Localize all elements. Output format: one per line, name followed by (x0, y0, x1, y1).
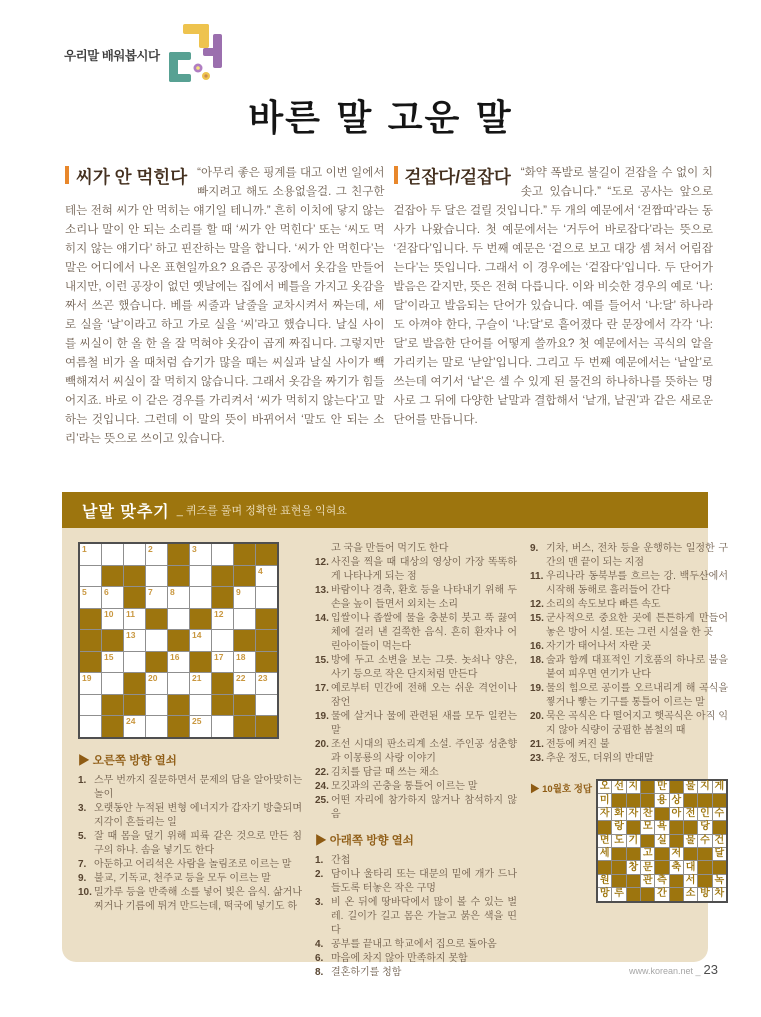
puzzle-cell (168, 608, 190, 630)
clue-item: 23. 추운 정도, 더위의 반대말 (530, 753, 654, 764)
answer-cell: 욕 (655, 821, 669, 834)
answer-cell (612, 794, 626, 807)
answer-cell (655, 861, 669, 874)
puzzle-cell: 24 (124, 716, 146, 738)
answer-cell (597, 861, 612, 874)
puzzle-cell (212, 543, 234, 565)
answer-cell: 자 (626, 807, 640, 820)
clue-item: 22. 김치를 담글 때 쓰는 채소 (315, 767, 439, 778)
answer-cell: 서 (683, 874, 697, 887)
articles-section (65, 164, 713, 449)
clue-item: 2. 담이나 울타리 또는 대문의 밑에 개가 드나들도록 터놓은 작은 구멍 (315, 869, 517, 894)
clue-item: 1. 스무 번까지 질문하면서 문제의 답을 알아맞히는 놀이 (78, 774, 302, 800)
answer-cell (683, 794, 697, 807)
answer-cell (669, 821, 683, 834)
puzzle-cell: 17 (212, 651, 234, 673)
puzzle-cell: 8 (168, 587, 190, 609)
clue-item: 20. 조선 시대의 판소리계 소설. 주인공 성춘향과 이몽룡의 사랑 이야기 (315, 739, 517, 764)
answer-cell: 루 (612, 888, 626, 902)
puzzle-cell (102, 673, 124, 695)
answer-cell: 만 (655, 780, 669, 794)
puzzle-cell: 2 (146, 543, 168, 565)
puzzle-cell (124, 565, 146, 587)
answer-cell: 당 (698, 821, 712, 834)
answer-cell: 차 (712, 888, 727, 902)
answer-cell: 축 (669, 861, 683, 874)
quiz-column-1 (78, 542, 302, 946)
puzzle-cell (212, 716, 234, 738)
puzzle-cell: 3 (190, 543, 212, 565)
answer-cell: 세 (597, 847, 612, 860)
puzzle-cell (146, 694, 168, 716)
answer-cell: 저 (669, 847, 683, 860)
puzzle-cell (168, 630, 190, 652)
heading-accent-bar (394, 166, 398, 184)
article-right (394, 164, 714, 449)
puzzle-cell (168, 694, 190, 716)
answer-cell: 게 (712, 780, 727, 794)
down-clues-col3 (530, 542, 728, 766)
puzzle-cell (256, 694, 279, 716)
answer-cell: 망 (597, 888, 612, 902)
answer-cell: 달 (712, 847, 727, 860)
puzzle-cell (168, 565, 190, 587)
puzzle-cell (79, 694, 102, 716)
answer-cell (626, 888, 640, 902)
answer-cell (612, 874, 626, 887)
answer-cell: 선 (612, 780, 626, 794)
clue-item: 18. 술과 함께 대표적인 기호품의 하나로 불을 붙여 피우면 연기가 난다 (530, 655, 728, 680)
clue-item: 5. 잘 때 몸을 덮기 위해 피륙 같은 것으로 만든 침구의 하나. 솜을 넣기도 한다 (78, 830, 302, 856)
answer-cell (669, 888, 683, 902)
puzzle-cell (168, 716, 190, 738)
across-clues-col1 (78, 774, 302, 914)
answer-cell: 전 (683, 807, 697, 820)
puzzle-cell (190, 565, 212, 587)
puzzle-cell (256, 587, 279, 609)
answer-cell: 찬 (641, 807, 655, 820)
puzzle-cell (234, 608, 256, 630)
puzzle-cell (256, 608, 279, 630)
article-left (65, 164, 385, 449)
puzzle-cell (190, 694, 212, 716)
answer-cell (597, 821, 612, 834)
puzzle-cell: 5 (79, 587, 102, 609)
puzzle-cell: 14 (190, 630, 212, 652)
puzzle-cell (256, 543, 279, 565)
answer-cell: 간 (655, 888, 669, 902)
answer-cell: 용 (655, 794, 669, 807)
puzzle-cell (124, 673, 146, 695)
clue-item: 15. 방에 두고 소변을 보는 그릇. 놋쇠나 양은, 사기 등으로 작은 단지처럼 만든다 (315, 655, 517, 680)
puzzle-cell: 21 (190, 673, 212, 695)
puzzle-cell (79, 630, 102, 652)
puzzle-cell: 1 (79, 543, 102, 565)
answer-cell: 인 (698, 807, 712, 820)
puzzle-cell (146, 565, 168, 587)
answer-cell (669, 780, 683, 794)
answer-cell: 도 (612, 834, 626, 847)
answer-cell (669, 834, 683, 847)
clue-item: 19. 물에 살거나 물에 관련된 새를 모두 일컫는 말 (315, 711, 517, 736)
clue-item: 12. 사진을 찍을 때 대상의 영상이 가장 똑똑하게 나타나게 되는 점 (315, 557, 517, 582)
answer-section (530, 779, 728, 903)
answer-cell: 수 (698, 834, 712, 847)
puzzle-cell: 9 (234, 587, 256, 609)
puzzle-cell: 12 (212, 608, 234, 630)
puzzle-cell (234, 716, 256, 738)
answer-cell (612, 847, 626, 860)
answer-cell (698, 794, 712, 807)
puzzle-cell (146, 716, 168, 738)
puzzle-cell (124, 694, 146, 716)
quiz-header (62, 492, 708, 528)
clue-item: 19. 물의 힘으로 공이를 오르내리게 해 곡식을 찧거나 빻는 기구를 통틀어 이르는 말 (530, 683, 728, 708)
puzzle-cell (212, 694, 234, 716)
quiz-column-2 (315, 542, 517, 978)
puzzle-cell (256, 716, 279, 738)
article-left-heading-text: 씨가 안 먹힌다 (76, 167, 188, 187)
answer-cell: 지 (698, 780, 712, 794)
answer-cell: 창 (626, 861, 640, 874)
across-clue-10-continued: 고 국을 만들어 먹기도 한다 (331, 543, 449, 554)
puzzle-cell (146, 630, 168, 652)
answer-cell: 관 (641, 874, 655, 887)
puzzle-cell: 18 (234, 651, 256, 673)
answer-cell (669, 874, 683, 887)
puzzle-cell (124, 543, 146, 565)
answer-cell (712, 794, 727, 807)
answer-cell: 화 (612, 807, 626, 820)
puzzle-cell (79, 651, 102, 673)
answer-cell: 자 (597, 807, 612, 820)
puzzle-cell: 15 (102, 651, 124, 673)
answer-cell (626, 821, 640, 834)
puzzle-cell (212, 565, 234, 587)
clue-item: 20. 묵은 곡식은 다 떨어지고 햇곡식은 아직 익지 않아 식량이 궁핍한 봄철의 때 (530, 711, 728, 736)
puzzle-cell (102, 565, 124, 587)
answer-cell: 소 (683, 888, 697, 902)
answer-cell: 건 (712, 834, 727, 847)
puzzle-cell (190, 651, 212, 673)
answer-cell (612, 861, 626, 874)
answer-cell (641, 834, 655, 847)
answer-cell: 원 (597, 874, 612, 887)
puzzle-cell (79, 608, 102, 630)
footer-page-number: 23 (703, 962, 718, 977)
puzzle-cell (212, 587, 234, 609)
puzzle-cell: 4 (256, 565, 279, 587)
answer-cell: 문 (641, 861, 655, 874)
answer-cell: 물 (683, 780, 697, 794)
answer-cell (698, 874, 712, 887)
quiz-column-3 (530, 542, 728, 946)
answer-cell: 수 (712, 807, 727, 820)
puzzle-cell: 23 (256, 673, 279, 695)
answer-cell (712, 821, 727, 834)
answer-cell: 지 (626, 780, 640, 794)
answer-cell (641, 888, 655, 902)
clue-item: 8. 결혼하기를 청함 (315, 967, 402, 978)
answer-cell: 대 (683, 861, 697, 874)
down-clues-col2 (315, 854, 517, 980)
puzzle-cell (212, 673, 234, 695)
clue-item: 14. 입쌀이나 좁쌀에 물을 충분히 붓고 푹 끓여 체에 걸러 낸 걸쭉한 음식. 흔히 환자나 어린아이들이 먹는다 (315, 613, 517, 652)
puzzle-cell (124, 651, 146, 673)
answer-cell (655, 847, 669, 860)
answer-cell: 오 (597, 780, 612, 794)
quiz-subtitle: _ 퀴즈를 풀며 정확한 표현을 익혀요 (176, 505, 347, 517)
answer-cell (626, 794, 640, 807)
clue-item: 3. 오랫동안 누적된 변형 에너지가 갑자기 방출되며 지각이 흔들리는 일 (78, 802, 302, 828)
clue-item: 3. 비 온 뒤에 땅바닥에서 많이 볼 수 있는 벌레. 길이가 길고 몸은 가늘고 붉은 색을 띤다 (315, 897, 517, 936)
answer-cell (626, 847, 640, 860)
answer-header: ▶ 10월호 정답 (530, 784, 593, 795)
masthead-label: 우리말 배워봅시다 (64, 49, 160, 63)
article-right-heading (394, 164, 511, 202)
answer-cell (683, 821, 697, 834)
answer-cell: 실 (655, 834, 669, 847)
down-clues-header: ▶ 아래쪽 방향 열쇠 (315, 835, 414, 847)
puzzle-cell (190, 608, 212, 630)
logo-graphic (165, 22, 229, 88)
across-clues-header: ▶ 오른쪽 방향 열쇠 (78, 754, 177, 767)
clue-item: 17. 예로부터 민간에 전해 오는 쉬운 격언이나 잠언 (315, 683, 517, 708)
answer-cell: 기 (626, 834, 640, 847)
article-right-heading-text: 걷잡다/겉잡다 (404, 167, 511, 187)
clue-item: 21. 전등에 켜진 불 (530, 739, 610, 750)
puzzle-cell: 11 (124, 608, 146, 630)
answer-cell: 상 (669, 794, 683, 807)
answer-cell: 방 (698, 888, 712, 902)
puzzle-cell (256, 651, 279, 673)
answer-cell (641, 794, 655, 807)
clue-item: 1. 간첩 (315, 855, 351, 866)
clue-item: 11. 우리나라 동북부를 흐르는 강. 백두산에서 시작해 동해로 흘러들어 간다 (530, 571, 728, 596)
korean-letters-logo (165, 22, 229, 88)
puzzle-cell (79, 716, 102, 738)
answer-cell: 측 (655, 874, 669, 887)
puzzle-cell (234, 565, 256, 587)
puzzle-cell (212, 630, 234, 652)
clue-item: 16. 자기가 태어나서 자란 곳 (530, 641, 651, 652)
page-footer (629, 962, 718, 977)
puzzle-cell: 7 (146, 587, 168, 609)
clue-item: 24. 모깃과의 곤충을 통틀어 이르는 말 (315, 781, 478, 792)
answer-cell (626, 874, 640, 887)
answer-cell: 아 (669, 807, 683, 820)
puzzle-cell: 25 (190, 716, 212, 738)
answer-cell: 물 (683, 834, 697, 847)
crossword-grid (78, 542, 279, 739)
clue-item: 13. 바람이나 경축, 환호 등을 나타내기 위해 두 손을 높이 들면서 외치는 소리 (315, 585, 517, 610)
puzzle-cell (234, 630, 256, 652)
page-title: 바른 말 고운 말 (248, 97, 513, 139)
clue-item: 15. 군사적으로 중요한 곳에 튼튼하게 만들어 놓은 방어 시설. 또는 그런 시설을 한 곳 (530, 613, 728, 638)
clue-item: 25. 어떤 자리에 참가하지 않거나 참석하지 않음 (315, 795, 517, 820)
answer-cell (712, 861, 727, 874)
puzzle-cell: 6 (102, 587, 124, 609)
puzzle-cell (256, 630, 279, 652)
puzzle-cell: 20 (146, 673, 168, 695)
puzzle-cell (234, 694, 256, 716)
answer-cell (641, 780, 655, 794)
puzzle-cell (146, 608, 168, 630)
puzzle-cell (102, 630, 124, 652)
puzzle-cell (79, 565, 102, 587)
clue-item: 4. 공부를 끝내고 학교에서 집으로 돌아옴 (315, 939, 497, 950)
puzzle-cell (124, 587, 146, 609)
article-right-body: “화약 폭발로 불길이 걷잡을 수 없이 치솟고 있습니다.” “도로 공사는 앞으로 겉잡아 두 달은 걸릴 것입니다.” 두 개의 예문에서 ‘걷짭따’라는 동사가 나왔습니다. 첫 예문에서는 ‘거두어 바로잡다’라는 뜻으로 ‘걷잡다’입니다. 두 번째 예문은 ‘겉으로 보고 대강 셈 쳐서 어림잡는다’는 뜻입니다. 그래서 이 경우에는 ‘겉잡다’입니다. 두 단어가 발음은 같지만, 뜻은 전혀 다릅니다. 이와 비슷한 경우의 예로 ‘나:달’이라고 발음되는 단어가 있습니다. 예를 들어서 ‘나:달’ 하나라도 아껴야 한다, 구슬이 ‘나:달’로 흩어졌다 란 문장에서 각각 ‘나:달’로 발음한 단어를 어떻게 쓸까요? 첫 예문에서는 곡식의 알을 가리키는 말로 ‘낟알’입니다. 그리고 두 번째 예문에서는 ‘낱알’로 쓰는데 여기서 ‘낱’은 셀 수 있게 된 물건의 하나하나를 뜻하는 명사로 그 뒤에 다양한 낱말과 결합해서 ‘낱개, 낱권’과 같은 새로운 단어를 만듭니다. (393, 167, 713, 426)
puzzle-cell (168, 543, 190, 565)
answer-cell: 미 (597, 794, 612, 807)
clue-item: 6. 마음에 차지 않아 만족하지 못함 (315, 953, 468, 964)
puzzle-cell: 13 (124, 630, 146, 652)
quiz-title: 낱말 맞추기 (82, 503, 170, 521)
answer-cell (655, 807, 669, 820)
across-clues-col2 (315, 556, 517, 822)
heading-accent-bar (65, 166, 69, 184)
puzzle-cell: 19 (79, 673, 102, 695)
article-left-body: “아무리 좋은 핑계를 대고 이번 일에서 빠지려고 해도 소용없을걸. 그 친구한테는 전혀 씨가 안 먹히는 얘기일 테니까.” 흔히 이치에 닿지 않는 소리나 말이 안 되는 소리를 할 때 ‘씨가 안 먹힌다’ 또는 ‘씨도 먹히지 않는 얘기다’ 하고 핀잔하는 말을 합니다. ‘씨가 안 먹힌다’는 말은 어디에서 나온 표현일까요? 요즘은 공장에서 옷감을 만들어내지만, 이런 공장이 없던 옛날에는 집에서 베틀을 가지고 옷감을 짜서 쓰곤 했습니다. 베를 씨줄과 날줄을 교차시켜서 짜는데, 세로 실을 ‘날’이라고 하고 가로 실을 ‘씨’라고 했습니다. 날실 사이를 씨실이 한 올 한 올 잘 먹혀야 옷감이 곱게 짜집니다. 그렇지만 여름철 비가 올 때처럼 습기가 많을 때는 씨실과 날실 사이가 빽빽해져서 씨실이 잘 먹히지 않습니다. 그래서 옷감을 짜기가 힘들어지죠. 바로 이 같은 경우를 가리켜서 ‘씨가 먹히지 않는다’고 말하는 것입니다. 그런데 이 말의 뜻이 바뀌어서 ‘말도 안 되는 소리’라는 뜻으로 쓰이고 있습니다. (65, 167, 385, 445)
footer-site-url: www.korean.net _ (628, 966, 701, 976)
answer-cell: 모 (641, 821, 655, 834)
puzzle-cell (146, 651, 168, 673)
puzzle-cell (102, 543, 124, 565)
puzzle-cell (168, 673, 190, 695)
answer-cell (698, 847, 712, 860)
answer-cell: 녹 (712, 874, 727, 887)
puzzle-cell: 22 (234, 673, 256, 695)
answer-cell (683, 847, 697, 860)
clue-item: 12. 소리의 속도보다 빠른 속도 (530, 599, 661, 610)
puzzle-cell (190, 587, 212, 609)
puzzle-cell (102, 694, 124, 716)
clue-item: 9. 기차, 버스, 전차 등을 운행하는 일정한 구간의 맨 끝이 되는 지점 (530, 543, 728, 568)
answer-grid (596, 779, 728, 903)
puzzle-cell: 16 (168, 651, 190, 673)
puzzle-cell (102, 716, 124, 738)
answer-cell: 고 (641, 847, 655, 860)
clue-item: 10. 밀가루 등을 반죽해 소를 넣어 빚은 음식. 삶거나 찌거나 기름에 튀겨 만드는데, 떡국에 넣기도 하 (78, 886, 302, 912)
clue-item: 7. 아둔하고 어리석은 사람을 놀림조로 이르는 말 (78, 858, 292, 870)
puzzle-cell (234, 543, 256, 565)
answer-cell: 랑 (612, 821, 626, 834)
answer-cell: 면 (597, 834, 612, 847)
puzzle-cell: 10 (102, 608, 124, 630)
article-left-heading (65, 164, 187, 202)
answer-cell (698, 861, 712, 874)
clue-item: 9. 불교, 기독교, 천주교 등을 모두 이르는 말 (78, 872, 271, 884)
